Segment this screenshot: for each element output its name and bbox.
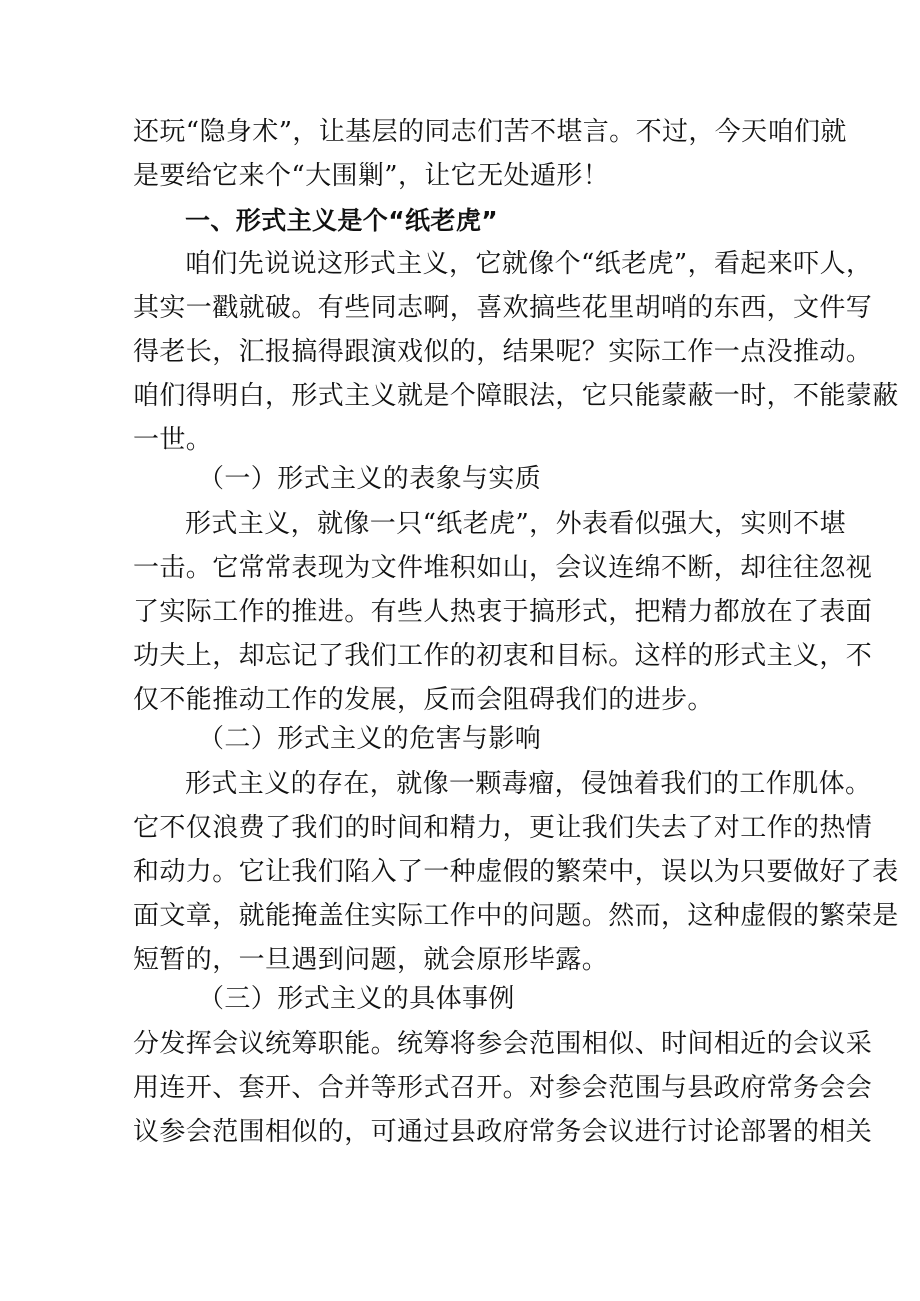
text-line: 还玩“隐身术”，让基层的同志们苦不堪言。不过，今天咱们就 (133, 117, 847, 147)
section-heading (133, 199, 845, 243)
intro-paragraph (133, 110, 847, 198)
text-line: 它不仅浪费了我们的时间和精力，更让我们失去了对工作的热情 (133, 813, 873, 843)
text-line: 短暂的，一旦遇到问题，就会原形毕露。 (133, 945, 609, 975)
subheading-text: （二）形式主义的危害与影响 (198, 724, 542, 754)
text-line: 面文章，就能掩盖住实际工作中的问题。然而，这种虚假的繁荣是 (133, 901, 899, 931)
text-line: 形式主义的存在，就像一颗毒瘤，侵蚀着我们的工作肌体。 (185, 769, 872, 799)
text-line: 功夫上，却忘记了我们工作的初衷和目标。这样的形式主义，不 (133, 641, 873, 671)
text-line: 分发挥会议统筹职能。统筹将参会范围相似、时间相近的会议采 (133, 1029, 873, 1059)
text-line: 形式主义，就像一只“纸老虎”，外表看似强大，实则不堪 (185, 509, 846, 539)
subsection-paragraph (133, 1022, 873, 1154)
text-line: 用连开、套开、合并等形式召开。对参会范围与县政府常务会会 (133, 1073, 873, 1103)
text-line: 一击。它常常表现为文件堆积如山，会议连绵不断，却往往忽视 (133, 553, 873, 583)
subsection-heading (133, 717, 858, 761)
text-line: 咱们得明白，形式主义就是个障眼法，它只能蒙蔽一时，不能蒙蔽 (133, 381, 899, 411)
subsection-paragraph (133, 762, 899, 982)
text-line: 了实际工作的推进。有些人热衷于搞形式，把精力都放在了表面 (133, 597, 873, 627)
subsection-paragraph (133, 502, 873, 722)
text-line: 和动力。它让我们陷入了一种虚假的繁荣中，误以为只要做好了表 (133, 857, 899, 887)
subsection-heading (133, 977, 858, 1021)
text-line: 其实一戳就破。有些同志啊，喜欢搞些花里胡哨的东西，文件写 (133, 293, 873, 323)
section-paragraph (133, 242, 899, 462)
subsection-heading (133, 457, 858, 501)
text-line: 是要给它来个“大围剿”，让它无处遁形！ (133, 161, 610, 191)
text-line: 得老长，汇报搞得跟演戏似的，结果呢？实际工作一点没推动。 (133, 337, 873, 367)
subheading-text: （三）形式主义的具体事例 (198, 984, 515, 1014)
text-line: 一世。 (133, 425, 213, 455)
heading-text: 一、形式主义是个“纸老虎” (185, 206, 499, 235)
text-line: 仅不能推动工作的发展，反而会阻碍我们的进步。 (133, 685, 714, 715)
subheading-text: （一）形式主义的表象与实质 (198, 464, 542, 494)
text-line: 议参会范围相似的，可通过县政府常务会议进行讨论部署的相关 (133, 1117, 873, 1147)
text-line: 咱们先说说这形式主义，它就像个“纸老虎”，看起来吓人， (185, 249, 873, 279)
